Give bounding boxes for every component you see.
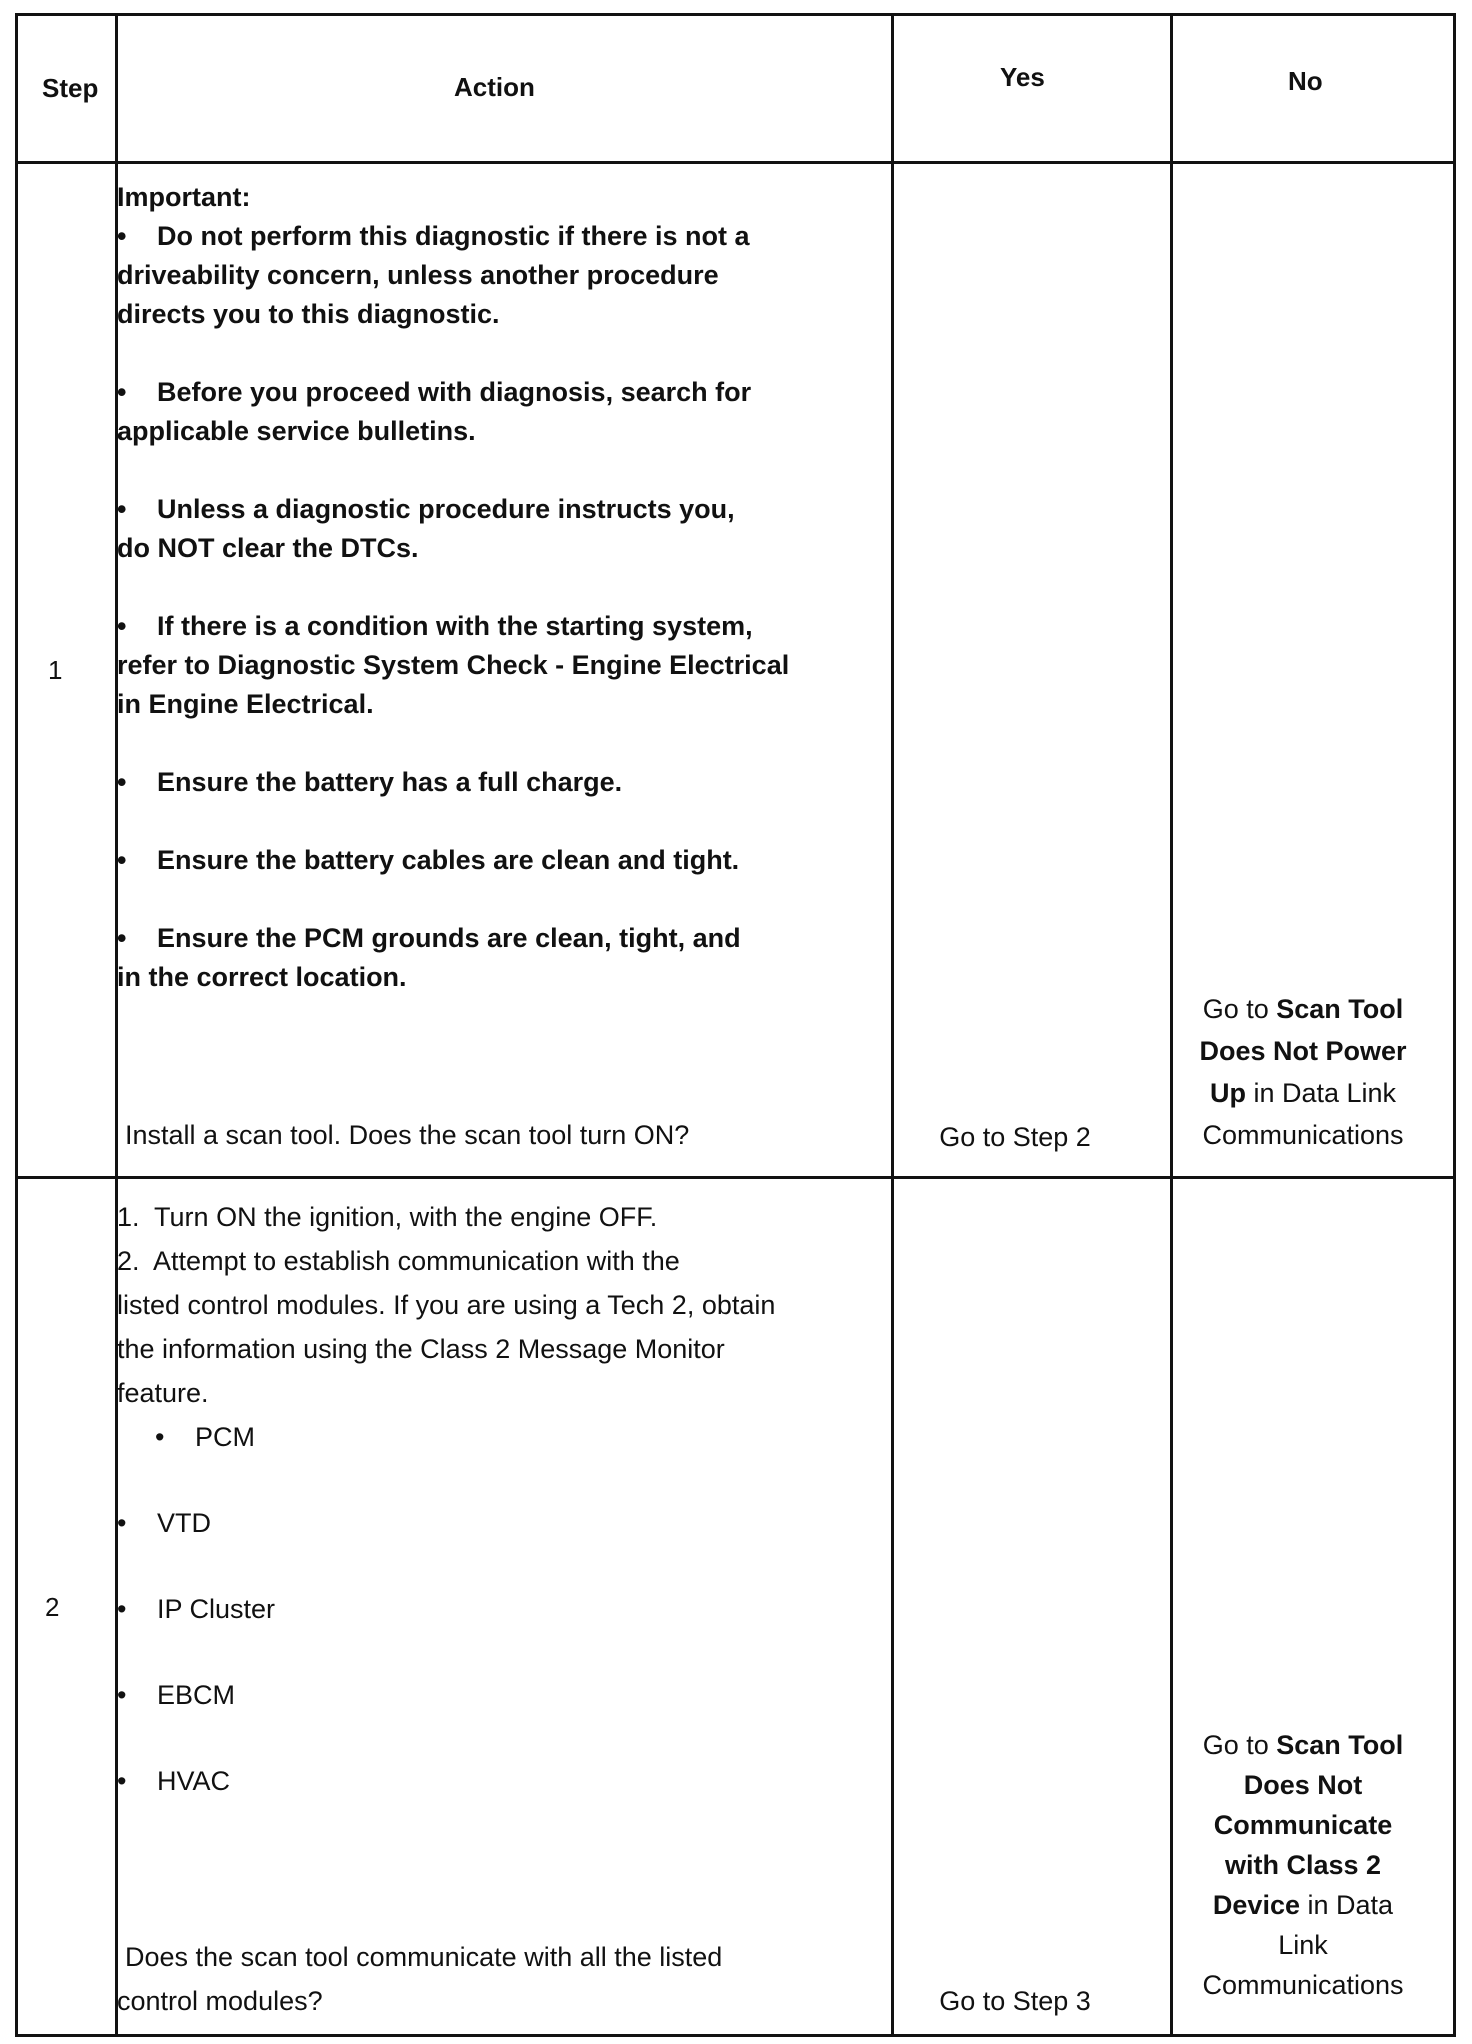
step-number-2: 2 (45, 1592, 60, 1622)
bullet-item: • Ensure the battery cables are clean and tight. (117, 845, 740, 875)
important-label: Important: (117, 182, 251, 212)
header-yes: Yes (1000, 62, 1045, 92)
bullet-item: • Ensure the PCM grounds are clean, tight, and (117, 923, 741, 953)
numbered-step: 1. Turn ON the ignition, with the engine OFF. (117, 1202, 658, 1232)
bullet-item: • If there is a condition with the starting system, (117, 611, 753, 641)
step-2-action: 1. Turn ON the ignition, with the engine OFF. 2. Attempt to establish communication with the listed control modules. If you are using a Tech 2, obtain the information using the Class 2 Message Monitor feature. • PCM • VTD • IP Cluster • EBCM • HVAC (117, 1195, 857, 1803)
step-2-no: Go to Scan Tool Does Not Communicate with Class 2 Device in Data Link Communications (1202, 1730, 1404, 2000)
step-1-question: Install a scan tool. Does the scan tool turn ON? (125, 1120, 690, 1150)
module-item: • IP Cluster (117, 1594, 276, 1624)
bullet-item: • Ensure the battery has a full charge. (117, 767, 623, 797)
step-1-yes: Go to Step 2 (939, 1122, 1091, 1152)
step-number-1: 1 (48, 655, 63, 685)
bullet-item: • Do not perform this diagnostic if there is not a (117, 221, 750, 251)
header-action: Action (454, 72, 535, 102)
header-no: No (1288, 66, 1323, 96)
step-1-action: Important: • Do not perform this diagnostic if there is not a driveability concern, unless another procedure directs you to this diagnostic. • Before you proceed with diagnosis, search for applicable service bulletins. • Unless a diagnostic procedure instructs you, do NOT clear the DTCs. • If there is a condition with the starting system, refer to Diagnostic System Check - Engine Electrical in Engine Electrical. • Ensure the battery has a full charge. • Ensure the battery cables are clean and tight. • Ensure the PCM grounds are clean, tight, and in the correct location. (117, 178, 857, 997)
row-divider (18, 1176, 1453, 1179)
bullet-item: • Before you proceed with diagnosis, search for (117, 377, 752, 407)
step-2-question: Does the scan tool communicate with all the listed control modules? (117, 1942, 723, 2016)
module-item: • VTD (117, 1508, 211, 1538)
module-item: • HVAC (117, 1766, 231, 1796)
column-divider (891, 16, 894, 2034)
step-1-no: Go to Scan Tool Does Not Power Up in Data Link Communications (1199, 994, 1407, 1150)
numbered-step: 2. Attempt to establish communication with the (117, 1246, 680, 1276)
module-item: • PCM (155, 1422, 255, 1452)
step-2-yes: Go to Step 3 (939, 1986, 1091, 2016)
module-item: • EBCM (117, 1680, 236, 1710)
header-step: Step (42, 73, 99, 103)
bullet-item: • Unless a diagnostic procedure instructs you, (117, 494, 735, 524)
row-divider (18, 161, 1453, 164)
